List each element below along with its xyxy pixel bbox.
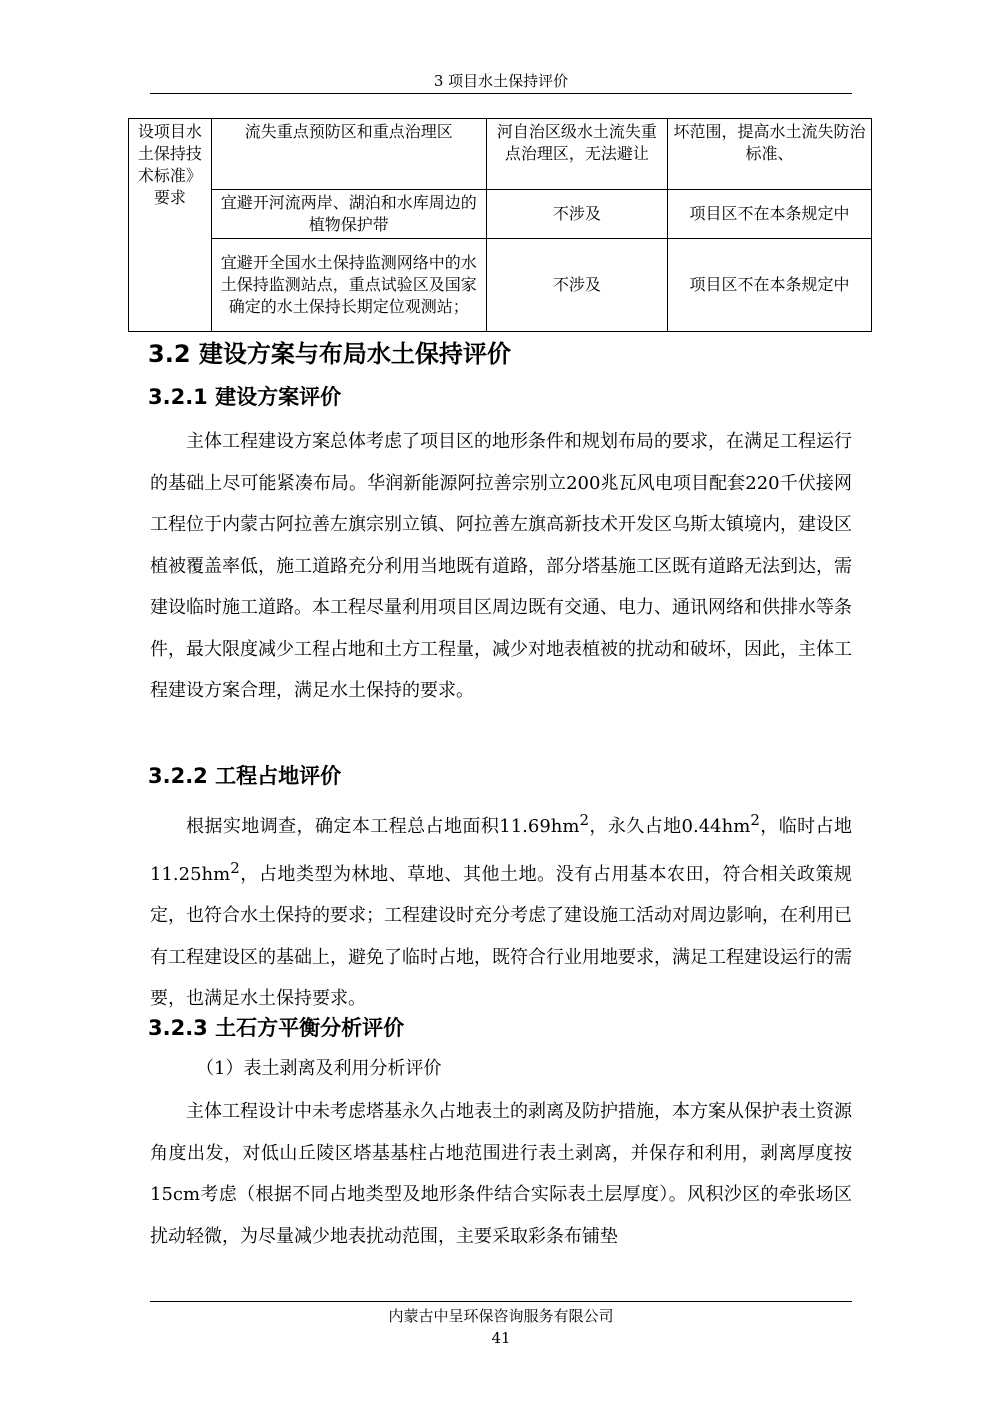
table-cell-status: 河自治区级水土流失重点治理区，无法避让 xyxy=(486,119,667,190)
text-run: ，临时占地11.25hm xyxy=(150,816,852,885)
footer-company: 内蒙古中呈环保咨询服务有限公司 xyxy=(388,1307,614,1325)
subsection-heading-3-2-2 xyxy=(148,762,341,790)
superscript: 2 xyxy=(230,858,240,877)
table-row xyxy=(129,239,872,332)
subsection-heading-3-2-1 xyxy=(148,383,341,411)
footer-rule xyxy=(150,1301,852,1302)
subsection-number: 3.2.3 xyxy=(148,1016,208,1040)
paragraph-text: 主体工程设计中未考虑塔基永久占地表土的剥离及防护措施，本方案从保护表土资源角度出发，对低山丘陵区塔基基柱占地范围进行表土剥离，并保存和利用，剥离厚度按15cm考虑（根据不同占地类型及地形条件结合实际表土层厚度）。风积沙区的牵张场区扰动轻微，为尽量减少地表扰动范围，主要采取彩条布铺垫 xyxy=(150,1101,852,1247)
section-title: 建设方案与布局水土保持评价 xyxy=(198,340,511,368)
subsection-number: 3.2.1 xyxy=(148,385,208,409)
header-rule xyxy=(150,93,852,94)
table-cell-note: 项目区不在本条规定中 xyxy=(667,239,871,332)
table-cell-status: 不涉及 xyxy=(486,190,667,239)
requirements-table xyxy=(128,118,872,332)
paragraph-text xyxy=(150,800,852,1020)
table-cell-note: 项目区不在本条规定中 xyxy=(667,190,871,239)
paragraph-construction-plan xyxy=(150,421,852,712)
text-run: ，永久占地0.44hm xyxy=(589,816,751,837)
section-heading xyxy=(148,338,511,370)
paragraph-earthwork xyxy=(150,1091,852,1257)
subsection-number: 3.2.2 xyxy=(148,764,208,788)
table-label-cell: 设项目水土保持技术标准》要求 xyxy=(129,119,212,332)
table-cell-requirement: 宜避开全国水土保持监测网络中的水土保持监测站点，重点试验区及国家确定的水土保持长期定位观测站； xyxy=(211,239,486,332)
section-number: 3.2 xyxy=(148,340,191,368)
paragraph-text: 主体工程建设方案总体考虑了项目区的地形条件和规划布局的要求，在满足工程运行的基础上尽可能紧凑布局。华润新能源阿拉善宗别立200兆瓦风电项目配套220千伏接网工程位于内蒙古阿拉善左旗宗别立镇、阿拉善左旗高新技术开发区乌斯太镇境内，建设区植被覆盖率低，施工道路充分利用当地既有道路，部分塔基施工区既有道路无法到达，需建设临时施工道路。本工程尽量利用项目区周边既有交通、电力、通讯网络和供排水等条件，最大限度减少工程占地和土方工程量，减少对地表植被的扰动和破坏，因此，主体工程建设方案合理，满足水土保持的要求。 xyxy=(150,431,852,701)
text-run: ，占地类型为林地、草地、其他土地。没有占用基本农田，符合相关政策规定，也符合水土保持的要求；工程建设时充分考虑了建设施工活动对周边影响，在利用已有工程建设区的基础上，避免了临时占地，既符合行业用地要求，满足工程建设运行的需要，也满足水土保持要求。 xyxy=(150,863,852,1009)
page-number: 41 xyxy=(491,1329,511,1347)
text-run: 根据实地调查，确定本工程总占地面积11.69hm xyxy=(186,816,580,837)
superscript: 2 xyxy=(579,811,589,829)
table-row xyxy=(129,190,872,239)
table-cell-note: 坏范围，提高水土流失防治标准、 xyxy=(667,119,871,190)
subsection-title: 建设方案评价 xyxy=(215,385,342,409)
subsection-heading-3-2-3 xyxy=(148,1014,404,1042)
subsection-title: 土石方平衡分析评价 xyxy=(215,1016,405,1040)
table-cell-requirement: 宜避开河流两岸、湖泊和水库周边的植物保护带 xyxy=(211,190,486,239)
item-heading: （1）表土剥离及利用分析评价 xyxy=(196,1058,442,1079)
table-row xyxy=(129,119,872,190)
paragraph-land-occupation xyxy=(150,800,852,1020)
subsection-title: 工程占地评价 xyxy=(215,764,342,788)
running-header: 3 项目水土保持评价 xyxy=(433,72,569,90)
table-cell-requirement: 流失重点预防区和重点治理区 xyxy=(211,119,486,190)
table-cell-status: 不涉及 xyxy=(486,239,667,332)
superscript: 2 xyxy=(750,811,760,829)
